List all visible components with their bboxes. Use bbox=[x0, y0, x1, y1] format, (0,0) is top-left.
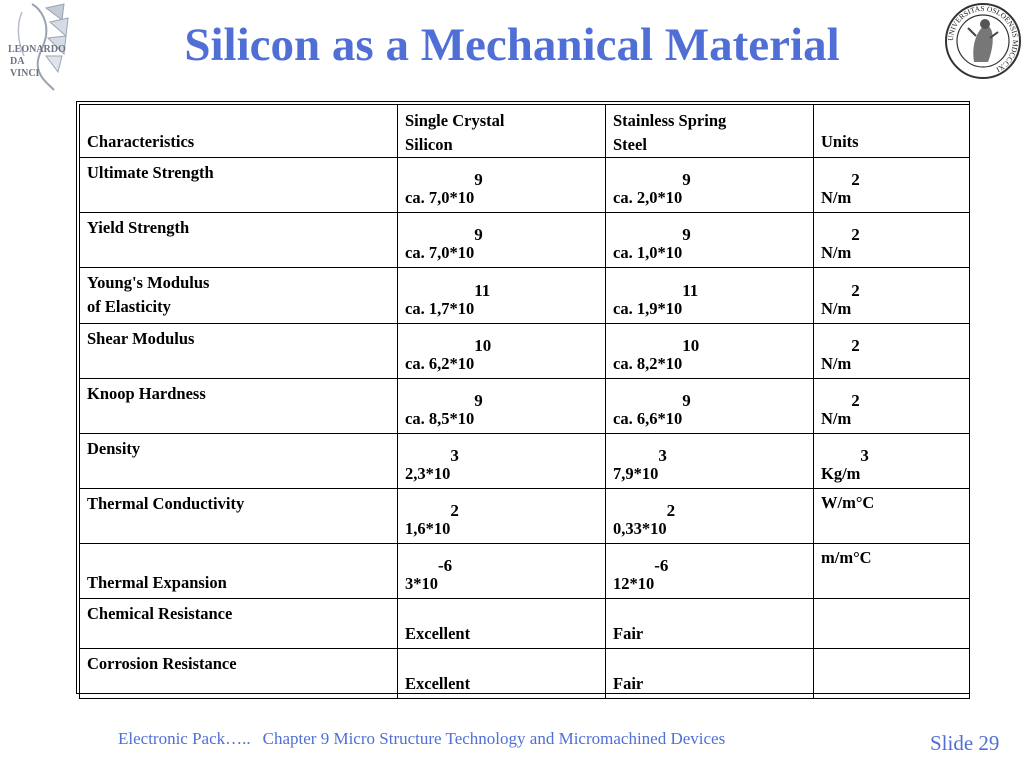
silicon-value-cell-text: ca. 7,0*10 bbox=[405, 243, 475, 262]
table-row bbox=[80, 599, 970, 649]
steel-value-cell bbox=[606, 434, 814, 489]
silicon-value-cell bbox=[398, 213, 606, 268]
table-row bbox=[80, 649, 970, 699]
unit-cell-text: N/m bbox=[821, 354, 852, 373]
steel-value-cell-text: Fair bbox=[613, 674, 644, 693]
steel-value-cell bbox=[606, 489, 814, 544]
steel-value-cell-text: Fair bbox=[613, 624, 644, 643]
steel-value-cell bbox=[606, 268, 814, 324]
table-row bbox=[80, 268, 970, 324]
header-stainless-spring-steel: Stainless Spring Steel bbox=[606, 105, 814, 158]
silicon-value-cell-text: 3*10 bbox=[405, 574, 438, 593]
unit-cell-text: W/m°C bbox=[821, 493, 875, 512]
property-name-cell: Ultimate Strength bbox=[80, 158, 398, 213]
footer-chapter-title: Chapter 9 Micro Structure Technology and Micromachined Devices bbox=[262, 729, 726, 748]
table-row bbox=[80, 324, 970, 379]
property-name-cell: Density bbox=[80, 434, 398, 489]
property-name-cell: Thermal Expansion bbox=[80, 544, 398, 599]
unit-cell bbox=[814, 599, 970, 649]
unit-cell bbox=[814, 379, 970, 434]
unit-cell bbox=[814, 268, 970, 324]
silicon-value-cell-text: 1,6*10 bbox=[405, 519, 451, 538]
steel-value-cell-text: ca. 6,6*10 bbox=[613, 409, 683, 428]
unit-cell bbox=[814, 544, 970, 599]
unit-cell-exponent: 2 bbox=[851, 281, 860, 300]
silicon-value-cell bbox=[398, 599, 606, 649]
silicon-value-cell bbox=[398, 489, 606, 544]
silicon-value-cell-exponent: 2 bbox=[450, 501, 459, 520]
silicon-value-cell-exponent: 9 bbox=[474, 225, 483, 244]
table-body bbox=[80, 158, 970, 699]
steel-value-cell bbox=[606, 158, 814, 213]
steel-value-cell bbox=[606, 649, 814, 699]
silicon-value-cell-text: Excellent bbox=[405, 674, 471, 693]
steel-value-cell-exponent: 2 bbox=[666, 501, 676, 520]
steel-value-cell-text: 12*10 bbox=[613, 574, 655, 593]
steel-value-cell-exponent: -6 bbox=[654, 556, 669, 575]
silicon-value-cell-exponent: 9 bbox=[474, 391, 483, 410]
silicon-value-cell-text: Excellent bbox=[405, 624, 471, 643]
slide-number: Slide 29 bbox=[930, 731, 1000, 755]
steel-value-cell bbox=[606, 213, 814, 268]
property-name-cell: Chemical Resistance bbox=[80, 599, 398, 649]
silicon-value-cell-exponent: 9 bbox=[474, 170, 483, 189]
silicon-value-cell-text: ca. 7,0*10 bbox=[405, 188, 475, 207]
steel-value-cell-exponent: 9 bbox=[682, 391, 691, 410]
property-name-cell: Corrosion Resistance bbox=[80, 649, 398, 699]
logo-text-line: DA bbox=[10, 56, 25, 67]
silicon-value-cell bbox=[398, 649, 606, 699]
unit-cell-exponent: 3 bbox=[860, 446, 869, 465]
unit-cell-text: m/m°C bbox=[821, 548, 872, 567]
silicon-value-cell-text: ca. 8,5*10 bbox=[405, 409, 475, 428]
slide-title: Silicon as a Mechanical Material bbox=[184, 19, 840, 71]
unit-cell-text: N/m bbox=[821, 409, 852, 428]
steel-value-cell-exponent: 11 bbox=[682, 281, 699, 300]
header-characteristics: Characteristics bbox=[80, 105, 398, 158]
silicon-value-cell bbox=[398, 158, 606, 213]
unit-cell bbox=[814, 434, 970, 489]
silicon-value-cell bbox=[398, 268, 606, 324]
properties-table-frame bbox=[76, 101, 970, 694]
header-units: Units bbox=[814, 105, 970, 158]
steel-value-cell-text: 0,33*10 bbox=[613, 519, 667, 538]
footer bbox=[118, 729, 725, 749]
unit-cell bbox=[814, 213, 970, 268]
table-row bbox=[80, 544, 970, 599]
unit-cell bbox=[814, 489, 970, 544]
silicon-value-cell-text: 2,3*10 bbox=[405, 464, 451, 483]
table-row bbox=[80, 434, 970, 489]
silicon-value-cell-text: ca. 6,2*10 bbox=[405, 354, 475, 373]
table-row bbox=[80, 213, 970, 268]
table-row bbox=[80, 158, 970, 213]
silicon-value-cell-text: ca. 1,7*10 bbox=[405, 299, 475, 318]
property-name-cell: Shear Modulus bbox=[80, 324, 398, 379]
unit-cell-exponent: 2 bbox=[851, 225, 860, 244]
silicon-value-cell-exponent: 3 bbox=[450, 446, 459, 465]
steel-value-cell bbox=[606, 544, 814, 599]
steel-value-cell bbox=[606, 324, 814, 379]
property-name-cell: Thermal Conductivity bbox=[80, 489, 398, 544]
property-name-cell: Yield Strength bbox=[80, 213, 398, 268]
steel-value-cell bbox=[606, 379, 814, 434]
steel-value-cell-exponent: 10 bbox=[682, 336, 700, 355]
property-name-cell: Knoop Hardness bbox=[80, 379, 398, 434]
unit-cell bbox=[814, 324, 970, 379]
unit-cell-text: Kg/m bbox=[821, 464, 861, 483]
table-header-row bbox=[80, 105, 970, 158]
unit-cell-exponent: 2 bbox=[851, 391, 860, 410]
unit-cell-text: N/m bbox=[821, 243, 852, 262]
footer-course-name: Electronic Pack….. bbox=[118, 729, 251, 748]
logo-text-line: VINCI bbox=[10, 68, 40, 79]
properties-table bbox=[79, 104, 970, 699]
silicon-value-cell-exponent: 10 bbox=[474, 336, 492, 355]
seal-text: UNIVERSITAS OSLOENSIS MDCCCXI bbox=[945, 3, 1021, 75]
unit-cell bbox=[814, 158, 970, 213]
steel-value-cell-text: ca. 1,0*10 bbox=[613, 243, 683, 262]
unit-cell-text: N/m bbox=[821, 188, 852, 207]
unit-cell bbox=[814, 649, 970, 699]
silicon-value-cell bbox=[398, 434, 606, 489]
steel-value-cell-text: ca. 1,9*10 bbox=[613, 299, 683, 318]
unit-cell-text: N/m bbox=[821, 299, 852, 318]
silicon-value-cell-exponent: -6 bbox=[438, 556, 453, 575]
silicon-value-cell bbox=[398, 379, 606, 434]
header-single-crystal-silicon: Single Crystal Silicon bbox=[398, 105, 606, 158]
silicon-value-cell bbox=[398, 324, 606, 379]
steel-value-cell-exponent: 3 bbox=[658, 446, 667, 465]
silicon-value-cell-exponent: 11 bbox=[474, 281, 491, 300]
steel-value-cell-text: ca. 8,2*10 bbox=[613, 354, 683, 373]
steel-value-cell-exponent: 9 bbox=[682, 225, 691, 244]
table-row bbox=[80, 489, 970, 544]
steel-value-cell-text: 7,9*10 bbox=[613, 464, 659, 483]
property-name-cell: Young's Modulus of Elasticity bbox=[80, 268, 398, 324]
silicon-value-cell bbox=[398, 544, 606, 599]
unit-cell-exponent: 2 bbox=[851, 336, 860, 355]
steel-value-cell bbox=[606, 599, 814, 649]
table-row bbox=[80, 379, 970, 434]
unit-cell-exponent: 2 bbox=[851, 170, 860, 189]
steel-value-cell-text: ca. 2,0*10 bbox=[613, 188, 683, 207]
logo-text-line: LEONARDO bbox=[8, 44, 66, 55]
steel-value-cell-exponent: 9 bbox=[682, 170, 691, 189]
